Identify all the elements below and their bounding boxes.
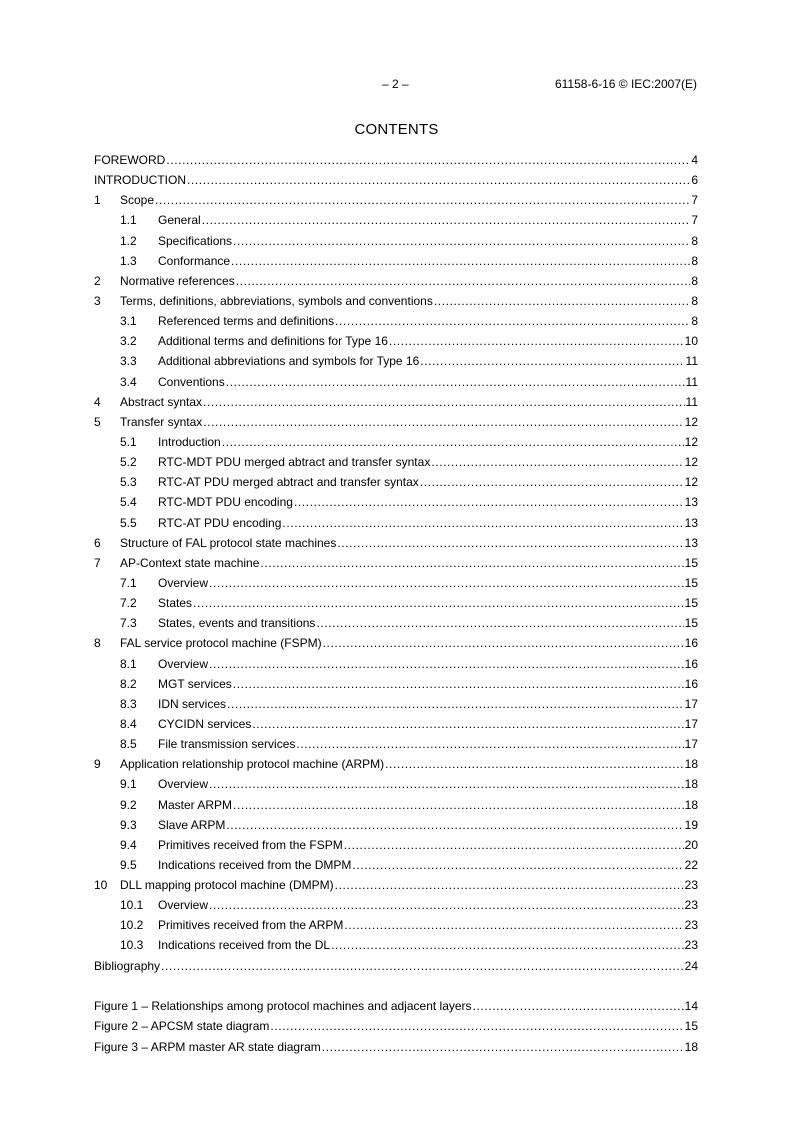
toc-entry-title: File transmission services — [158, 737, 296, 752]
toc-entry[interactable] — [94, 754, 698, 774]
toc-entry-number: 3.4 — [120, 374, 137, 389]
dot-leader — [226, 815, 683, 835]
document-reference: 61158-6-16 © IEC:2007(E) — [554, 77, 697, 91]
toc-entry-page: 20 — [684, 837, 698, 852]
toc-entry[interactable] — [94, 533, 698, 553]
toc-entry-number: 5.2 — [120, 455, 137, 470]
toc-entry-title: States, events and transitions — [158, 616, 316, 631]
toc-entry-title: AP-Context state machine — [120, 555, 260, 570]
figure-entry-page: 14 — [684, 999, 698, 1013]
toc-entry-page: 23 — [684, 898, 698, 913]
dot-leader — [161, 956, 684, 976]
toc-entry-title: Overview — [158, 898, 209, 913]
dot-leader — [335, 311, 690, 331]
toc-entry-page: 23 — [684, 918, 698, 933]
dot-leader — [322, 1037, 684, 1057]
toc-entry-page: 15 — [684, 555, 698, 570]
toc-entry-title: INTRODUCTION — [94, 173, 186, 188]
toc-entry-title: Normative references — [120, 273, 235, 288]
toc-entry-number: 9 — [94, 757, 101, 772]
toc-entry-title: FAL service protocol machine (FSPM) — [120, 636, 322, 651]
toc-entry-number: 4 — [94, 394, 101, 409]
toc-entry-title: Specifications — [158, 233, 233, 248]
dot-leader — [209, 573, 684, 593]
toc-entry-page: 8 — [691, 314, 698, 329]
toc-entry-page: 11 — [685, 374, 698, 389]
toc-entry-page: 15 — [684, 596, 698, 611]
toc-entry-title: RTC-AT PDU encoding — [158, 515, 282, 530]
dot-leader — [209, 895, 684, 915]
toc-entry-page: 7 — [691, 193, 698, 208]
toc-entry-page: 8 — [691, 253, 698, 268]
dot-leader — [331, 935, 684, 955]
toc-entry-page: 7 — [691, 213, 698, 228]
toc-entry-number: 10.3 — [120, 938, 144, 953]
toc-entry[interactable] — [94, 694, 698, 714]
toc-entry[interactable] — [94, 774, 698, 794]
toc-entry[interactable] — [94, 291, 698, 311]
dot-leader — [252, 714, 683, 734]
toc-entry-number: 1.2 — [120, 233, 137, 248]
dot-leader — [352, 855, 683, 875]
toc-entry-title: DLL mapping protocol machine (DMPM) — [120, 878, 334, 893]
toc-entry[interactable] — [94, 795, 698, 815]
dot-leader — [323, 633, 684, 653]
toc-entry[interactable] — [94, 190, 698, 210]
toc-entry[interactable] — [94, 492, 698, 512]
toc-entry-page: 15 — [684, 575, 698, 590]
toc-entry[interactable] — [94, 674, 698, 694]
toc-entry-title: IDN services — [158, 696, 227, 711]
toc-entry-number: 1.1 — [120, 213, 137, 228]
toc-entry-title: Application relationship protocol machine (ARPM) — [120, 757, 385, 772]
toc-entry-number: 5.1 — [120, 434, 137, 449]
toc-entry[interactable] — [94, 251, 698, 271]
dot-leader — [203, 392, 685, 412]
toc-entry-page: 13 — [684, 515, 698, 530]
toc-entry-title: Bibliography — [94, 958, 161, 973]
toc-entry[interactable] — [94, 372, 698, 392]
toc-entry-title: Additional abbreviations and symbols for Type 16 — [158, 354, 420, 369]
toc-entry-number: 8.4 — [120, 716, 137, 731]
toc-entry[interactable] — [94, 553, 698, 573]
toc-entry-page: 12 — [684, 414, 698, 429]
toc-entry-page: 16 — [684, 676, 698, 691]
toc-entry-number: 7.2 — [120, 596, 137, 611]
figure-entry-title: Figure 1 – Relationships among protocol machines and adjacent layers — [94, 999, 472, 1013]
toc-entry-number: 9.5 — [120, 857, 137, 872]
toc-entry-number: 5.4 — [120, 495, 137, 510]
toc-entry-number: 10.2 — [120, 918, 144, 933]
toc-entry-page: 19 — [684, 817, 698, 832]
toc-entry-page: 15 — [684, 616, 698, 631]
toc-entry-title: Indications received from the DL — [158, 938, 331, 953]
toc-entry[interactable] — [94, 271, 698, 291]
toc-entry-page: 23 — [684, 938, 698, 953]
dot-leader — [222, 432, 684, 452]
toc-entry-title: Introduction — [158, 434, 221, 449]
toc-entry-number: 9.2 — [120, 797, 137, 812]
toc-entry-page: 18 — [684, 797, 698, 812]
dot-leader — [202, 210, 691, 230]
toc-entry[interactable] — [94, 835, 698, 855]
toc-entry-number: 6 — [94, 535, 101, 550]
toc-entry[interactable] — [94, 633, 698, 653]
dot-leader — [270, 1016, 683, 1036]
toc-entry-title: Primitives received from the FSPM — [158, 837, 343, 852]
toc-entry-title: Conformance — [158, 253, 231, 268]
toc-entry[interactable] — [94, 613, 698, 633]
toc-entry-number: 8.1 — [120, 656, 137, 671]
figure-entry[interactable] — [94, 1037, 698, 1057]
toc-entry-page: 10 — [684, 334, 698, 349]
dot-leader — [227, 694, 684, 714]
toc-entry[interactable] — [94, 392, 698, 412]
dot-leader — [344, 835, 684, 855]
toc-entry-number: 9.3 — [120, 817, 137, 832]
dot-leader — [166, 150, 690, 170]
dot-leader — [344, 915, 683, 935]
toc-entry-number: 5 — [94, 414, 101, 429]
toc-entry-title: Master ARPM — [158, 797, 233, 812]
toc-entry-number: 5.3 — [120, 475, 137, 490]
toc-entry[interactable] — [94, 935, 698, 955]
toc-entry-page: 12 — [684, 434, 698, 449]
dot-leader — [431, 452, 683, 472]
dot-leader — [316, 613, 683, 633]
toc-entry[interactable] — [94, 452, 698, 472]
toc-entry-title: Conventions — [158, 374, 225, 389]
toc-entry-title: Additional terms and definitions for Type 16 — [158, 334, 388, 349]
toc-entry-title: MGT services — [158, 676, 232, 691]
toc-entry[interactable] — [94, 714, 698, 734]
toc-entry-page: 6 — [691, 173, 698, 188]
toc-entry-title: FOREWORD — [94, 153, 166, 167]
toc-entry-number: 1 — [94, 193, 101, 208]
dot-leader — [226, 372, 685, 392]
toc-entry-page: 13 — [684, 495, 698, 510]
toc-entry-page: 13 — [684, 535, 698, 550]
dot-leader — [155, 190, 690, 210]
dot-leader — [187, 170, 690, 190]
table-of-contents — [94, 150, 698, 976]
contents-title: CONTENTS — [354, 121, 439, 138]
dot-leader — [231, 251, 690, 271]
toc-entry-number: 7.3 — [120, 616, 137, 631]
toc-entry-page: 16 — [684, 636, 698, 651]
toc-entry[interactable] — [94, 573, 698, 593]
toc-entry-title: Overview — [158, 656, 209, 671]
dot-leader — [233, 231, 690, 251]
toc-entry-page: 16 — [684, 656, 698, 671]
dot-leader — [236, 271, 691, 291]
toc-entry[interactable] — [94, 875, 698, 895]
toc-entry[interactable] — [94, 513, 698, 533]
toc-entry-title: CYCIDN services — [158, 716, 252, 731]
dot-leader — [434, 291, 690, 311]
toc-entry-title: General — [158, 213, 201, 228]
toc-entry-number: 3.2 — [120, 334, 137, 349]
toc-entry-number: 3.3 — [120, 354, 137, 369]
toc-entry-title: RTC-MDT PDU encoding — [158, 495, 293, 510]
toc-entry[interactable] — [94, 311, 698, 331]
toc-entry[interactable] — [94, 956, 698, 976]
toc-entry[interactable] — [94, 815, 698, 835]
dot-leader — [296, 734, 683, 754]
toc-entry[interactable] — [94, 210, 698, 230]
page-number: – 2 – — [382, 77, 409, 91]
toc-entry-number: 9.4 — [120, 837, 137, 852]
toc-entry-title: RTC-MDT PDU merged abtract and transfer syntax — [158, 455, 431, 470]
dot-leader — [420, 351, 684, 371]
figure-entry[interactable] — [94, 1016, 698, 1036]
dot-leader — [473, 996, 684, 1016]
figure-entry-title: Figure 3 – ARPM master AR state diagram — [94, 1039, 321, 1054]
toc-entry-page: 24 — [684, 958, 698, 973]
dot-leader — [260, 553, 683, 573]
toc-entry-title: Structure of FAL protocol state machines — [120, 535, 337, 550]
toc-entry-page: 18 — [684, 757, 698, 772]
dot-leader — [282, 513, 683, 533]
toc-entry[interactable] — [94, 895, 698, 915]
dot-leader — [203, 412, 683, 432]
toc-entry-page: 11 — [685, 394, 698, 409]
toc-entry-title: Abstract syntax — [120, 394, 203, 409]
toc-entry-number: 10.1 — [120, 898, 144, 913]
toc-entry-page: 23 — [684, 878, 698, 893]
toc-entry-page: 17 — [684, 737, 698, 752]
toc-entry-title: Indications received from the DMPM — [158, 857, 352, 872]
toc-entry[interactable] — [94, 351, 698, 371]
toc-entry[interactable] — [94, 170, 698, 190]
toc-entry-title: Referenced terms and definitions — [158, 314, 335, 329]
toc-entry-number: 1.3 — [120, 253, 137, 268]
toc-entry-number: 7 — [94, 555, 101, 570]
toc-entry[interactable] — [94, 915, 698, 935]
toc-entry-number: 8 — [94, 636, 101, 651]
figure-entry[interactable] — [94, 996, 698, 1016]
toc-entry-page: 17 — [684, 716, 698, 731]
toc-entry-page: 12 — [684, 455, 698, 470]
dot-leader — [389, 331, 684, 351]
toc-entry-title: RTC-AT PDU merged abtract and transfer syntax — [158, 475, 419, 490]
toc-entry-title: States — [158, 596, 193, 611]
toc-entry[interactable] — [94, 654, 698, 674]
dot-leader — [209, 774, 684, 794]
toc-entry-page: 17 — [684, 696, 698, 711]
dot-leader — [385, 754, 684, 774]
figure-entry-page: 15 — [684, 1019, 698, 1034]
toc-entry-page: 8 — [691, 293, 698, 308]
toc-entry-number: 3 — [94, 293, 101, 308]
toc-entry[interactable] — [94, 432, 698, 452]
toc-entry-title: Transfer syntax — [120, 414, 203, 429]
toc-entry[interactable] — [94, 150, 698, 170]
toc-entry-page: 18 — [684, 777, 698, 792]
toc-entry[interactable] — [94, 231, 698, 251]
toc-entry-number: 9.1 — [120, 777, 137, 792]
toc-entry-number: 3.1 — [120, 314, 137, 329]
toc-entry-page: 8 — [691, 273, 698, 288]
toc-entry[interactable] — [94, 855, 698, 875]
toc-entry-title: Overview — [158, 777, 209, 792]
toc-entry-title: Primitives received from the ARPM — [158, 918, 344, 933]
dot-leader — [193, 593, 684, 613]
toc-entry-page: 11 — [685, 354, 698, 369]
dot-leader — [337, 533, 683, 553]
dot-leader — [233, 795, 684, 815]
dot-leader — [233, 674, 684, 694]
toc-entry-number: 2 — [94, 273, 101, 288]
toc-entry-number: 8.2 — [120, 676, 137, 691]
figure-entry-page: 18 — [684, 1039, 698, 1054]
toc-entry[interactable] — [94, 472, 698, 492]
toc-entry[interactable] — [94, 593, 698, 613]
toc-entry-number: 8.3 — [120, 696, 137, 711]
toc-entry-number: 5.5 — [120, 515, 137, 530]
dot-leader — [335, 875, 684, 895]
toc-entry-title: Overview — [158, 575, 209, 590]
toc-entry-page: 22 — [684, 857, 698, 872]
dot-leader — [209, 654, 684, 674]
figure-entry-title: Figure 2 – APCSM state diagram — [94, 1019, 270, 1034]
toc-entry-title: Slave ARPM — [158, 817, 226, 832]
toc-entry[interactable] — [94, 331, 698, 351]
toc-entry-page: 4 — [691, 153, 698, 167]
dot-leader — [294, 492, 684, 512]
toc-entry-page: 8 — [691, 233, 698, 248]
toc-entry-number: 8.5 — [120, 737, 137, 752]
toc-entry-title: Scope — [120, 193, 155, 208]
toc-entry[interactable] — [94, 734, 698, 754]
list-of-figures — [94, 996, 698, 1057]
dot-leader — [420, 472, 684, 492]
toc-entry[interactable] — [94, 412, 698, 432]
toc-entry-number: 7.1 — [120, 575, 137, 590]
toc-entry-number: 10 — [94, 878, 108, 893]
toc-entry-title: Terms, definitions, abbreviations, symbols and conventions — [120, 293, 433, 308]
toc-entry-page: 12 — [684, 475, 698, 490]
